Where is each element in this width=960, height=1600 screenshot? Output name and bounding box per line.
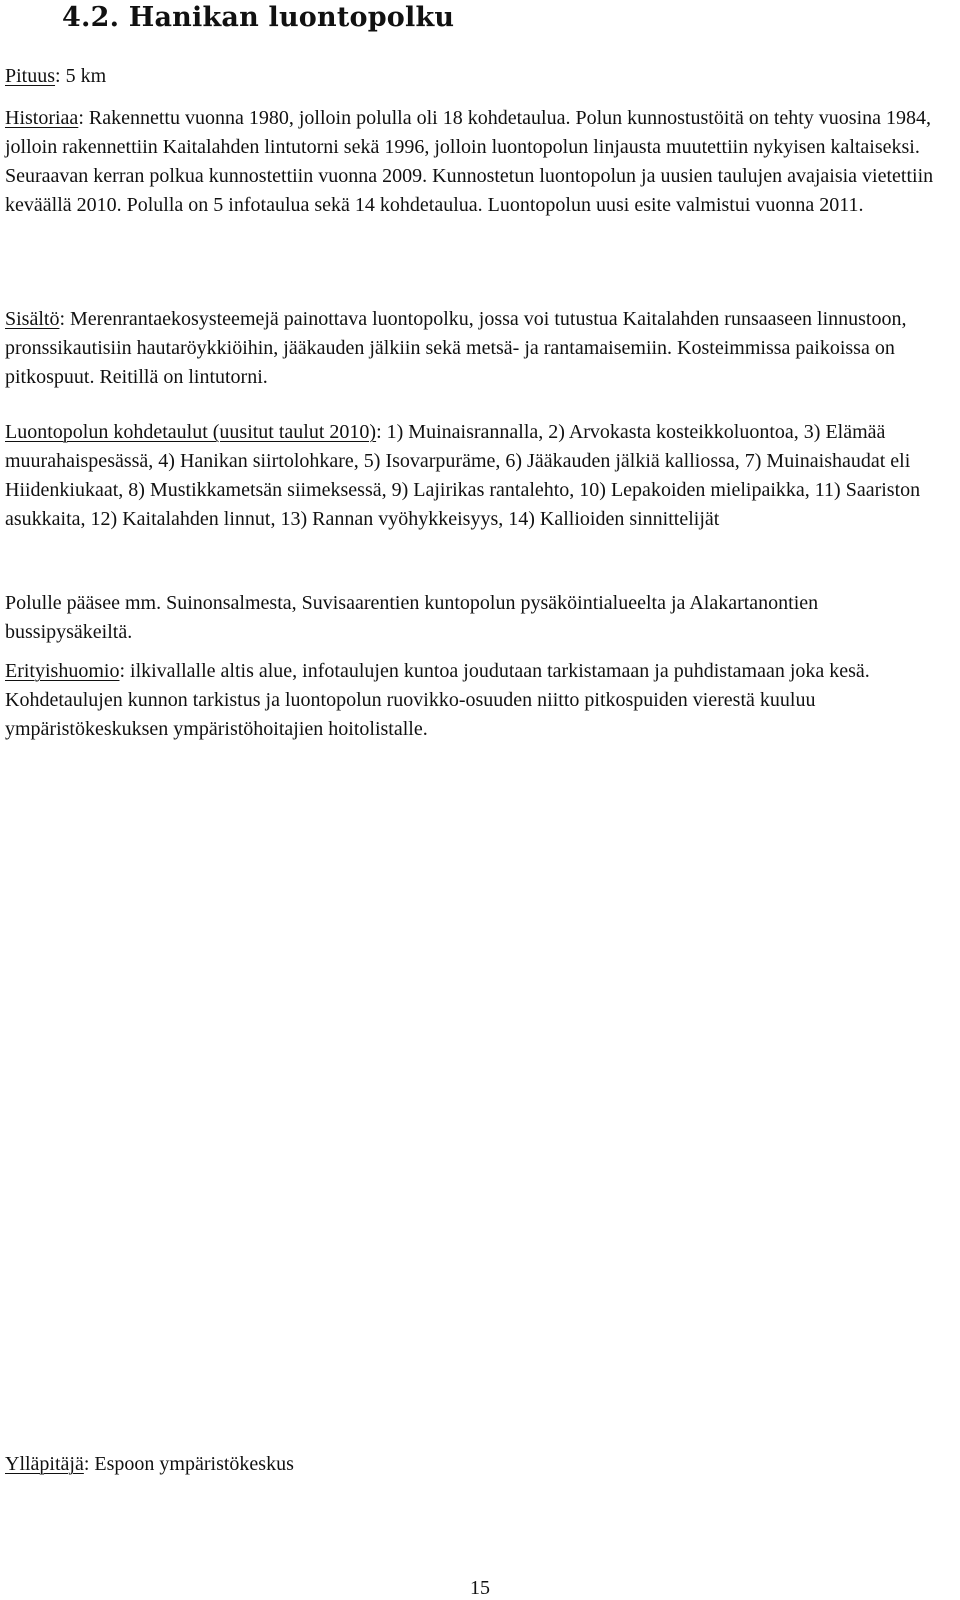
history-label: Historiaa [5,107,79,129]
content-paragraph [5,305,940,392]
length-value: 5 km [65,65,107,87]
signboards-label: Luontopolun kohdetaulut (uusitut taulut 2010) [5,421,377,443]
signboards-paragraph [5,418,940,534]
history-separator: : [78,107,89,129]
maintainer-line [5,1450,940,1479]
length-line [5,62,940,91]
content-separator: : [59,308,71,330]
maintainer-label: Ylläpitäjä [5,1453,84,1475]
section-heading: 4.2. Hanikan luontopolku [62,2,455,33]
signboards-separator: : [376,421,387,443]
special-note-paragraph [5,657,940,744]
length-label: Pituus [5,65,56,87]
content-text: Merenrantaekosysteemejä painottava luontopolku, jossa voi tutustua Kaitalahden runsaaseen linnustoon, pronssikautisiin hautaröykkiöihin, jääkauden jälkiin sekä metsä- ja rantamaisemiin. Kosteimmissa paikoissa on pitkospuut. Reitillä on lintutorni. [5,308,907,388]
content-label: Sisältö [5,308,60,330]
history-paragraph [5,104,940,220]
history-text-continued: Seuraavan kerran polkua kunnostettiin vuonna 2009. Kunnostetun luontopolun ja uusien taulujen avajaisia vietettiin keväällä 2010. Polulla on 5 infotaulua sekä 14 kohdetaulua. Luontopolun uusi esite valmistui vuonna 2011. [5,165,934,216]
access-paragraph: Polulle pääsee mm. Suinonsalmesta, Suvisaarentien kuntopolun pysäköintialueelta ja Alakartanontien bussipysäkeiltä. [5,592,819,643]
history-text: Rakennettu vuonna 1980, jolloin polulla oli 18 kohdetaulua. Polun kunnostustöitä on tehty vuosina 1984, jolloin rakennettiin Kaitalahden lintutorni sekä 1996, jolloin luontopolun linjausta muutettiin nykyisen kaltaiseksi. [5,107,932,158]
maintainer-separator: : [83,1453,95,1475]
maintainer-value: Espoon ympäristökeskus [94,1453,294,1475]
special-note-label: Erityishuomio [5,660,120,682]
signboards-text: 1) Muinaisrannalla, 2) Arvokasta kosteikkoluontoa, 3) Elämää muurahaispesässä, 4) Hanikan siirtolohkare, 5) Isovarpuräme, 6) Jääkauden jälkiä kalliossa, 7) Muinaishaudat eli Hiidenkiukaat, 8) Mustikkametsän siimeksessä, 9) Lajirikas rantalehto, 10) Lepakoiden mielipaikka, 11) Saariston asukkaita, 12) Kaitalahden linnut, 13) Rannan vyöhykkeisyys, 14) Kallioiden sinnittelijät [5,421,921,530]
length-separator: : [55,65,66,87]
page-number: 15 [470,1577,490,1599]
special-note-separator: : [119,660,131,682]
special-note-text: ilkivallalle altis alue, infotaulujen kuntoa joudutaan tarkistamaan ja puhdistamaan joka kesä. Kohdetaulujen kunnon tarkistus ja luontopolun ruovikko-osuuden niitto pitkospuiden vierestä kuuluu ympäristökeskuksen ympäristöhoitajien hoitolistalle. [5,660,870,740]
